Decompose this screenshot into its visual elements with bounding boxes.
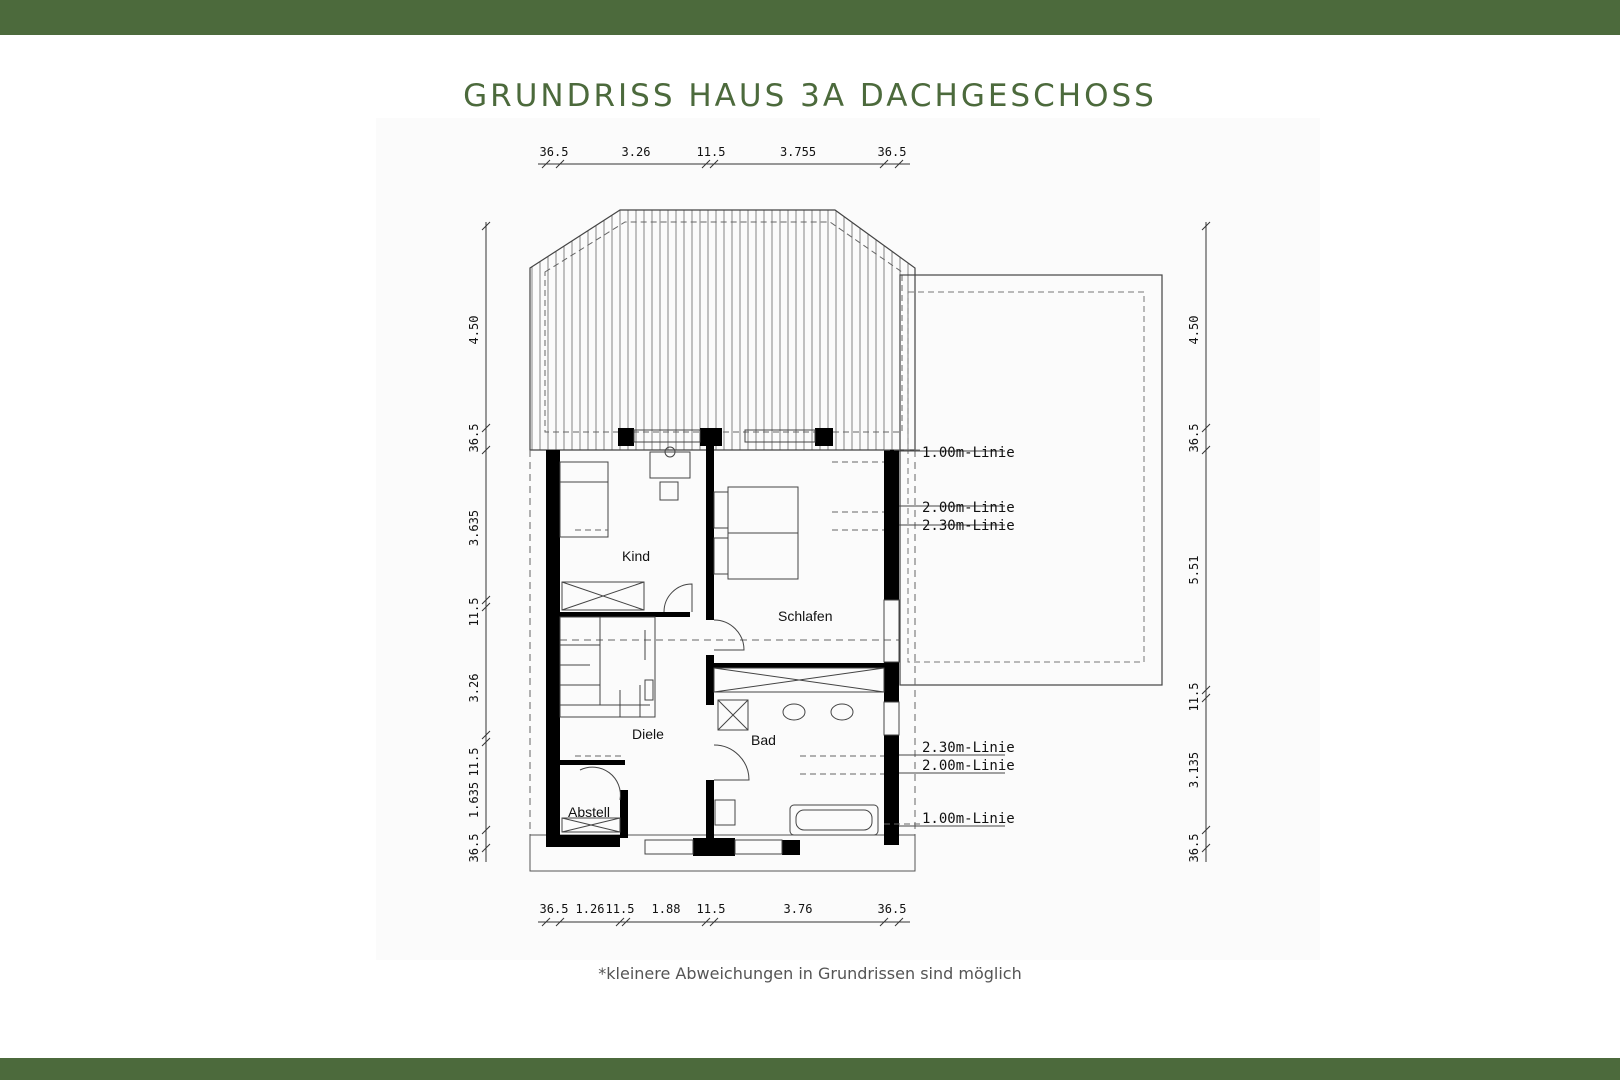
height-label-bottom-2m: 2.00m-Linie (922, 758, 1015, 774)
dim-right-3: 5.51 (1187, 555, 1201, 585)
room-label-abstell: Abstell (568, 804, 611, 820)
dim-left-6: 11.5 (467, 747, 481, 777)
dim-left-8: 36.5 (467, 833, 481, 863)
dim-top-5: 36.5 (877, 145, 907, 159)
dim-right-2: 36.5 (1187, 423, 1201, 453)
dim-left-4: 11.5 (467, 597, 481, 627)
dim-bottom-1: 36.5 (539, 902, 569, 916)
dim-bottom-6: 3.76 (783, 902, 813, 916)
height-label-top-2m: 2.00m-Linie (922, 500, 1015, 516)
dim-right-4: 11.5 (1187, 682, 1201, 712)
bottom-brand-band (0, 1058, 1620, 1080)
dim-left-7: 1.635 (467, 781, 481, 819)
roof-terrace (900, 275, 1162, 685)
dim-left-5: 3.26 (467, 673, 481, 703)
dim-bottom-3: 11.5 (605, 902, 635, 916)
dim-right-5: 3.135 (1187, 751, 1201, 789)
dim-bottom-7: 36.5 (877, 902, 907, 916)
dim-bottom-5: 11.5 (696, 902, 726, 916)
dim-top-3: 11.5 (696, 145, 726, 159)
room-label-schlafen: Schlafen (778, 608, 833, 624)
room-label-diele: Diele (632, 726, 664, 742)
furniture (560, 447, 884, 835)
height-label-bottom-1m: 1.00m-Linie (922, 811, 1015, 827)
room-label-bad: Bad (751, 732, 776, 748)
roof-gable (530, 210, 915, 450)
dim-bottom-2: 1.26 (575, 902, 605, 916)
disclaimer-footnote: *kleinere Abweichungen in Grundrissen sind möglich (598, 964, 1022, 983)
dim-left-2: 36.5 (467, 423, 481, 453)
height-label-top-2-30m: 2.30m-Linie (922, 518, 1015, 534)
height-line-markers (575, 450, 920, 824)
dim-left-1: 4.50 (467, 315, 481, 345)
height-label-top-1m: 1.00m-Linie (922, 445, 1015, 461)
dim-left-3: 3.635 (467, 509, 481, 547)
dim-top-1: 36.5 (539, 145, 569, 159)
height-label-bottom-2-30m: 2.30m-Linie (922, 740, 1015, 756)
dim-right-1: 4.50 (1187, 315, 1201, 345)
room-label-kind: Kind (622, 548, 651, 564)
dim-right-6: 36.5 (1187, 833, 1201, 863)
dim-top-2: 3.26 (621, 145, 651, 159)
page-title: GRUNDRISS HAUS 3A DACHGESCHOSS (463, 78, 1157, 114)
dim-top-4: 3.755 (779, 145, 817, 159)
windows (634, 430, 899, 854)
dim-bottom-4: 1.88 (651, 902, 681, 916)
